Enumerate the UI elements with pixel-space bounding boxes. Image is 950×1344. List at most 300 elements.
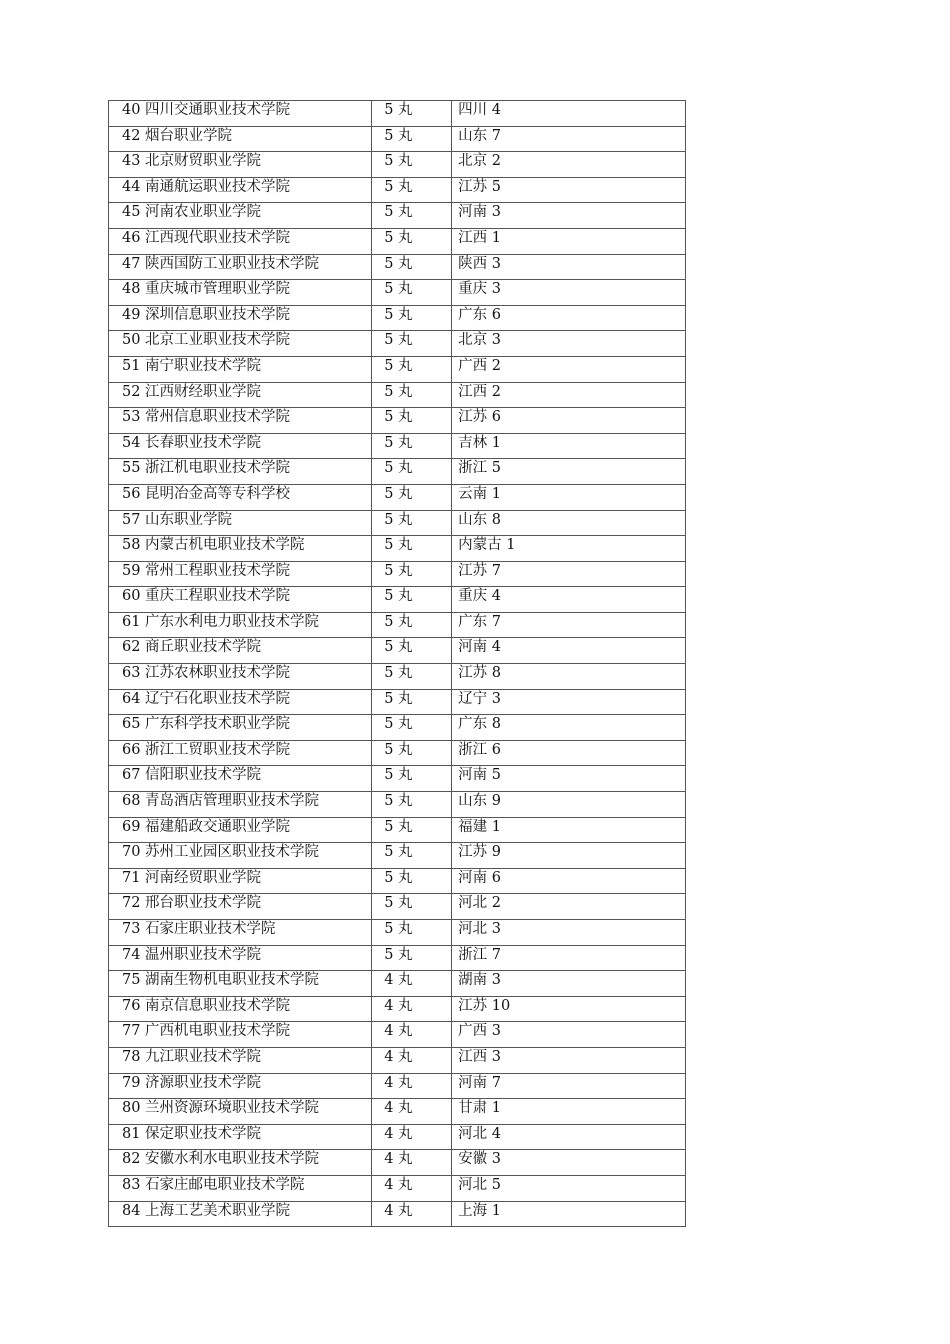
region-cell xyxy=(452,740,686,766)
college-name-cell-text: 49 深圳信息职业技术学院 xyxy=(122,306,291,323)
region-cell-text: 河南 7 xyxy=(458,1074,501,1091)
college-name-cell-text: 80 兰州资源环境职业技术学院 xyxy=(122,1100,320,1117)
region-cell xyxy=(452,766,686,792)
college-name-cell xyxy=(109,1073,372,1099)
rating-cell-text: 5 丸 xyxy=(384,332,413,349)
table-row xyxy=(109,996,686,1022)
rating-cell xyxy=(372,254,452,280)
region-cell-text: 江苏 8 xyxy=(458,665,501,682)
college-name-cell-text: 73 石家庄职业技术学院 xyxy=(122,921,276,937)
table-row xyxy=(109,331,686,357)
college-name-cell xyxy=(109,305,372,331)
rating-cell-text: 5 丸 xyxy=(384,741,413,758)
region-cell-text: 江苏 7 xyxy=(458,562,501,579)
college-name-cell-text: 75 湖南生物机电职业技术学院 xyxy=(122,972,320,989)
region-cell-text: 四川 4 xyxy=(458,102,501,118)
rating-cell-text: 5 丸 xyxy=(384,460,413,477)
region-cell xyxy=(452,817,686,843)
region-cell xyxy=(452,536,686,562)
rating-cell xyxy=(372,689,452,715)
table-row xyxy=(109,1150,686,1176)
table-row xyxy=(109,228,686,254)
rating-cell xyxy=(372,740,452,766)
college-name-cell xyxy=(109,433,372,459)
region-cell-text: 河北 3 xyxy=(458,921,501,937)
college-name-cell xyxy=(109,920,372,946)
table-body xyxy=(109,101,686,1227)
college-name-cell-text: 77 广西机电职业技术学院 xyxy=(122,1023,291,1040)
table-row xyxy=(109,971,686,997)
table-row xyxy=(109,1047,686,1073)
rating-cell xyxy=(372,996,452,1022)
college-name-cell xyxy=(109,817,372,843)
rating-cell-text: 4 丸 xyxy=(384,1176,413,1193)
table-row xyxy=(109,561,686,587)
rating-cell xyxy=(372,177,452,203)
rating-cell-text: 4 丸 xyxy=(384,972,413,989)
rating-cell-text: 5 丸 xyxy=(384,793,413,810)
college-name-cell-text: 72 邢台职业技术学院 xyxy=(122,895,262,912)
region-cell-text: 福建 1 xyxy=(458,818,501,835)
college-name-cell xyxy=(109,280,372,306)
rating-cell xyxy=(372,433,452,459)
region-cell xyxy=(452,1124,686,1150)
college-name-cell xyxy=(109,1047,372,1073)
college-name-cell-text: 42 烟台职业学院 xyxy=(122,127,233,144)
region-cell-text: 浙江 6 xyxy=(458,741,501,758)
rating-cell-text: 5 丸 xyxy=(384,511,413,528)
region-cell-text: 重庆 4 xyxy=(458,588,501,605)
college-name-cell-text: 45 河南农业职业学院 xyxy=(122,204,262,221)
college-name-cell xyxy=(109,612,372,638)
college-name-cell-text: 70 苏州工业园区职业技术学院 xyxy=(122,844,320,861)
region-cell-text: 甘肃 1 xyxy=(458,1100,501,1117)
rating-cell xyxy=(372,664,452,690)
college-ranking-sheet xyxy=(108,100,686,1227)
rating-cell xyxy=(372,305,452,331)
college-name-cell-text: 48 重庆城市管理职业学院 xyxy=(122,281,291,298)
college-name-cell xyxy=(109,843,372,869)
rating-cell-text: 5 丸 xyxy=(384,869,413,886)
college-name-cell xyxy=(109,152,372,178)
rating-cell-text: 4 丸 xyxy=(384,1048,413,1065)
region-cell-text: 河南 4 xyxy=(458,639,501,656)
region-cell-text: 云南 1 xyxy=(458,485,501,502)
rating-cell xyxy=(372,638,452,664)
table-row xyxy=(109,689,686,715)
rating-cell-text: 5 丸 xyxy=(384,690,413,707)
table-row xyxy=(109,612,686,638)
rating-cell xyxy=(372,1073,452,1099)
rating-cell-text: 5 丸 xyxy=(384,383,413,400)
college-name-cell xyxy=(109,101,372,127)
rating-cell xyxy=(372,101,452,127)
region-cell-text: 上海 1 xyxy=(458,1202,501,1219)
college-name-cell-text: 57 山东职业学院 xyxy=(122,511,233,528)
region-cell xyxy=(452,689,686,715)
rating-cell xyxy=(372,536,452,562)
rating-cell xyxy=(372,920,452,946)
region-cell-text: 北京 3 xyxy=(458,332,501,349)
rating-cell-text: 5 丸 xyxy=(384,153,413,170)
region-cell xyxy=(452,1099,686,1125)
rating-cell-text: 4 丸 xyxy=(384,997,413,1014)
region-cell-text: 江西 1 xyxy=(458,229,501,246)
rating-cell xyxy=(372,459,452,485)
rating-cell-text: 4 丸 xyxy=(384,1023,413,1040)
table-row xyxy=(109,1201,686,1227)
table-row xyxy=(109,382,686,408)
college-name-cell xyxy=(109,536,372,562)
table-row xyxy=(109,126,686,152)
region-cell-text: 浙江 7 xyxy=(458,946,501,963)
college-name-cell xyxy=(109,689,372,715)
region-cell-text: 河北 4 xyxy=(458,1125,501,1142)
region-cell-text: 江苏 5 xyxy=(458,178,501,195)
college-name-cell xyxy=(109,254,372,280)
college-name-cell xyxy=(109,1201,372,1227)
college-name-cell-text: 40 四川交通职业技术学院 xyxy=(122,102,291,118)
region-cell xyxy=(452,433,686,459)
rating-cell xyxy=(372,484,452,510)
rating-cell xyxy=(372,1124,452,1150)
rating-cell xyxy=(372,356,452,382)
rating-cell xyxy=(372,1047,452,1073)
college-name-cell-text: 71 河南经贸职业学院 xyxy=(122,869,262,886)
region-cell-text: 辽宁 3 xyxy=(458,690,501,707)
rating-cell-text: 5 丸 xyxy=(384,716,413,733)
college-name-cell xyxy=(109,740,372,766)
college-name-cell xyxy=(109,331,372,357)
region-cell-text: 北京 2 xyxy=(458,153,501,170)
college-name-cell-text: 58 内蒙古机电职业技术学院 xyxy=(122,537,305,554)
rating-cell xyxy=(372,561,452,587)
college-name-cell-text: 76 南京信息职业技术学院 xyxy=(122,997,291,1014)
region-cell xyxy=(452,356,686,382)
college-name-cell xyxy=(109,996,372,1022)
college-name-cell xyxy=(109,1124,372,1150)
region-cell xyxy=(452,715,686,741)
region-cell-text: 广西 2 xyxy=(458,357,501,374)
college-name-cell-text: 54 长春职业技术学院 xyxy=(122,434,262,451)
college-name-cell-text: 74 温州职业技术学院 xyxy=(122,946,262,963)
college-name-cell-text: 79 济源职业技术学院 xyxy=(122,1074,262,1091)
rating-cell-text: 5 丸 xyxy=(384,127,413,144)
rating-cell-text: 5 丸 xyxy=(384,946,413,963)
region-cell xyxy=(452,382,686,408)
college-name-cell-text: 64 辽宁石化职业技术学院 xyxy=(122,690,291,707)
table-row xyxy=(109,920,686,946)
college-name-cell-text: 68 青岛酒店管理职业技术学院 xyxy=(122,793,320,810)
rating-cell xyxy=(372,945,452,971)
college-name-cell-text: 46 江西现代职业技术学院 xyxy=(122,229,291,246)
table-row xyxy=(109,433,686,459)
region-cell xyxy=(452,868,686,894)
college-name-cell-text: 51 南宁职业技术学院 xyxy=(122,357,262,374)
rating-cell xyxy=(372,868,452,894)
region-cell xyxy=(452,152,686,178)
table-row xyxy=(109,203,686,229)
college-name-cell-text: 67 信阳职业技术学院 xyxy=(122,767,262,784)
rating-cell xyxy=(372,382,452,408)
region-cell-text: 河南 6 xyxy=(458,869,501,886)
rating-cell-text: 5 丸 xyxy=(384,895,413,912)
college-name-cell-text: 81 保定职业技术学院 xyxy=(122,1125,262,1142)
rating-cell-text: 5 丸 xyxy=(384,306,413,323)
region-cell xyxy=(452,638,686,664)
table-row xyxy=(109,638,686,664)
college-name-cell xyxy=(109,203,372,229)
region-cell-text: 山东 7 xyxy=(458,127,501,144)
rating-cell xyxy=(372,1175,452,1201)
college-name-cell-text: 43 北京财贸职业学院 xyxy=(122,153,262,170)
rating-cell xyxy=(372,792,452,818)
region-cell-text: 浙江 5 xyxy=(458,460,501,477)
rating-cell-text: 5 丸 xyxy=(384,562,413,579)
region-cell xyxy=(452,305,686,331)
college-name-cell-text: 62 商丘职业技术学院 xyxy=(122,639,262,656)
rating-cell xyxy=(372,715,452,741)
rating-cell-text: 5 丸 xyxy=(384,178,413,195)
rating-cell-text: 5 丸 xyxy=(384,485,413,502)
college-name-cell-text: 83 石家庄邮电职业技术学院 xyxy=(122,1176,305,1193)
college-name-cell xyxy=(109,715,372,741)
region-cell xyxy=(452,664,686,690)
region-cell-text: 内蒙古 1 xyxy=(458,537,516,554)
college-name-cell-text: 82 安徽水利水电职业技术学院 xyxy=(122,1151,320,1168)
region-cell xyxy=(452,612,686,638)
table-row xyxy=(109,894,686,920)
college-name-cell xyxy=(109,356,372,382)
college-name-cell-text: 60 重庆工程职业技术学院 xyxy=(122,588,291,605)
table-row xyxy=(109,305,686,331)
region-cell-text: 江苏 9 xyxy=(458,844,501,861)
region-cell xyxy=(452,996,686,1022)
region-cell xyxy=(452,792,686,818)
rating-cell xyxy=(372,152,452,178)
college-name-cell xyxy=(109,1022,372,1048)
table-row xyxy=(109,536,686,562)
rating-cell xyxy=(372,612,452,638)
rating-cell xyxy=(372,228,452,254)
table-row xyxy=(109,459,686,485)
region-cell-text: 重庆 3 xyxy=(458,281,501,298)
rating-cell xyxy=(372,1150,452,1176)
region-cell xyxy=(452,1150,686,1176)
table-row xyxy=(109,766,686,792)
rating-cell xyxy=(372,280,452,306)
region-cell xyxy=(452,484,686,510)
table-row xyxy=(109,843,686,869)
college-name-cell-text: 66 浙江工贸职业技术学院 xyxy=(122,741,291,758)
region-cell xyxy=(452,228,686,254)
rating-cell-text: 5 丸 xyxy=(384,537,413,554)
region-cell xyxy=(452,203,686,229)
table-row xyxy=(109,1073,686,1099)
region-cell-text: 山东 9 xyxy=(458,793,501,810)
college-name-cell-text: 65 广东科学技术职业学院 xyxy=(122,716,291,733)
college-name-cell xyxy=(109,638,372,664)
college-name-cell-text: 55 浙江机电职业技术学院 xyxy=(122,460,291,477)
college-name-cell-text: 61 广东水利电力职业技术学院 xyxy=(122,613,320,630)
rating-cell-text: 4 丸 xyxy=(384,1074,413,1091)
rating-cell xyxy=(372,817,452,843)
college-name-cell xyxy=(109,664,372,690)
college-name-cell-text: 69 福建船政交通职业学院 xyxy=(122,818,291,835)
college-name-cell-text: 84 上海工艺美术职业学院 xyxy=(122,1202,291,1219)
table-row xyxy=(109,510,686,536)
table-row xyxy=(109,1099,686,1125)
college-name-cell-text: 47 陕西国防工业职业技术学院 xyxy=(122,255,320,272)
college-name-cell xyxy=(109,408,372,434)
rating-cell xyxy=(372,408,452,434)
region-cell-text: 江西 3 xyxy=(458,1048,501,1065)
table-row xyxy=(109,817,686,843)
table-row xyxy=(109,740,686,766)
region-cell xyxy=(452,894,686,920)
region-cell xyxy=(452,126,686,152)
region-cell xyxy=(452,1175,686,1201)
rating-cell-text: 5 丸 xyxy=(384,255,413,272)
region-cell xyxy=(452,459,686,485)
table-row xyxy=(109,1124,686,1150)
table-row xyxy=(109,1175,686,1201)
college-name-cell xyxy=(109,510,372,536)
region-cell xyxy=(452,177,686,203)
rating-cell xyxy=(372,971,452,997)
college-name-cell-text: 44 南通航运职业技术学院 xyxy=(122,178,291,195)
rating-cell xyxy=(372,894,452,920)
college-name-cell xyxy=(109,459,372,485)
region-cell-text: 江苏 6 xyxy=(458,409,501,426)
college-name-cell xyxy=(109,894,372,920)
region-cell-text: 江西 2 xyxy=(458,383,501,400)
rating-cell-text: 5 丸 xyxy=(384,357,413,374)
college-name-cell xyxy=(109,382,372,408)
college-name-cell-text: 78 九江职业技术学院 xyxy=(122,1048,262,1065)
rating-cell-text: 4 丸 xyxy=(384,1202,413,1219)
college-name-cell xyxy=(109,561,372,587)
region-cell xyxy=(452,1022,686,1048)
region-cell xyxy=(452,510,686,536)
region-cell-text: 湖南 3 xyxy=(458,972,501,989)
rating-cell-text: 5 丸 xyxy=(384,204,413,221)
college-name-cell-text: 50 北京工业职业技术学院 xyxy=(122,332,291,349)
rating-cell xyxy=(372,510,452,536)
region-cell xyxy=(452,971,686,997)
college-name-cell xyxy=(109,971,372,997)
region-cell-text: 安徽 3 xyxy=(458,1151,501,1168)
rating-cell xyxy=(372,331,452,357)
table-row xyxy=(109,1022,686,1048)
college-name-cell xyxy=(109,126,372,152)
college-name-cell xyxy=(109,1150,372,1176)
rating-cell-text: 5 丸 xyxy=(384,281,413,298)
table-row xyxy=(109,484,686,510)
college-name-cell xyxy=(109,868,372,894)
rating-cell xyxy=(372,126,452,152)
college-name-cell xyxy=(109,484,372,510)
rating-cell xyxy=(372,587,452,613)
table-row xyxy=(109,715,686,741)
region-cell xyxy=(452,254,686,280)
region-cell xyxy=(452,1201,686,1227)
rating-cell xyxy=(372,766,452,792)
rating-cell-text: 4 丸 xyxy=(384,1125,413,1142)
college-name-cell-text: 52 江西财经职业学院 xyxy=(122,383,262,400)
table-row xyxy=(109,587,686,613)
region-cell-text: 山东 8 xyxy=(458,511,501,528)
rating-cell-text: 5 丸 xyxy=(384,229,413,246)
region-cell-text: 广东 8 xyxy=(458,716,501,733)
region-cell-text: 广西 3 xyxy=(458,1023,501,1040)
rating-cell-text: 5 丸 xyxy=(384,434,413,451)
college-name-cell-text: 59 常州工程职业技术学院 xyxy=(122,562,291,579)
table-row xyxy=(109,664,686,690)
region-cell xyxy=(452,1047,686,1073)
rating-cell xyxy=(372,843,452,869)
table-row xyxy=(109,254,686,280)
region-cell xyxy=(452,945,686,971)
table-row xyxy=(109,408,686,434)
table-row xyxy=(109,356,686,382)
region-cell-text: 河北 5 xyxy=(458,1176,501,1193)
region-cell-text: 河南 3 xyxy=(458,204,501,221)
region-cell xyxy=(452,587,686,613)
rating-cell-text: 5 丸 xyxy=(384,767,413,784)
rating-cell-text: 5 丸 xyxy=(384,409,413,426)
college-name-cell xyxy=(109,766,372,792)
rating-cell-text: 5 丸 xyxy=(384,921,413,937)
table-row xyxy=(109,945,686,971)
rating-cell-text: 5 丸 xyxy=(384,613,413,630)
college-name-cell xyxy=(109,1099,372,1125)
region-cell xyxy=(452,101,686,127)
rating-cell-text: 5 丸 xyxy=(384,818,413,835)
region-cell xyxy=(452,331,686,357)
region-cell-text: 河南 5 xyxy=(458,767,501,784)
table-row xyxy=(109,280,686,306)
region-cell xyxy=(452,843,686,869)
region-cell xyxy=(452,280,686,306)
table-row xyxy=(109,152,686,178)
college-ranking-table xyxy=(108,100,686,1227)
region-cell xyxy=(452,561,686,587)
rating-cell-text: 5 丸 xyxy=(384,665,413,682)
rating-cell xyxy=(372,1022,452,1048)
college-name-cell-text: 63 江苏农林职业技术学院 xyxy=(122,665,291,682)
region-cell xyxy=(452,1073,686,1099)
rating-cell xyxy=(372,1099,452,1125)
region-cell-text: 广东 7 xyxy=(458,613,501,630)
rating-cell-text: 5 丸 xyxy=(384,844,413,861)
region-cell-text: 广东 6 xyxy=(458,306,501,323)
college-name-cell-text: 56 昆明冶金高等专科学校 xyxy=(122,485,291,502)
college-name-cell xyxy=(109,945,372,971)
region-cell xyxy=(452,920,686,946)
college-name-cell xyxy=(109,792,372,818)
region-cell-text: 吉林 1 xyxy=(458,434,501,451)
table-row xyxy=(109,177,686,203)
rating-cell-text: 5 丸 xyxy=(384,588,413,605)
rating-cell-text: 4 丸 xyxy=(384,1100,413,1117)
region-cell-text: 陕西 3 xyxy=(458,255,501,272)
rating-cell xyxy=(372,1201,452,1227)
college-name-cell xyxy=(109,228,372,254)
table-row xyxy=(109,101,686,127)
rating-cell-text: 4 丸 xyxy=(384,1151,413,1168)
region-cell xyxy=(452,408,686,434)
